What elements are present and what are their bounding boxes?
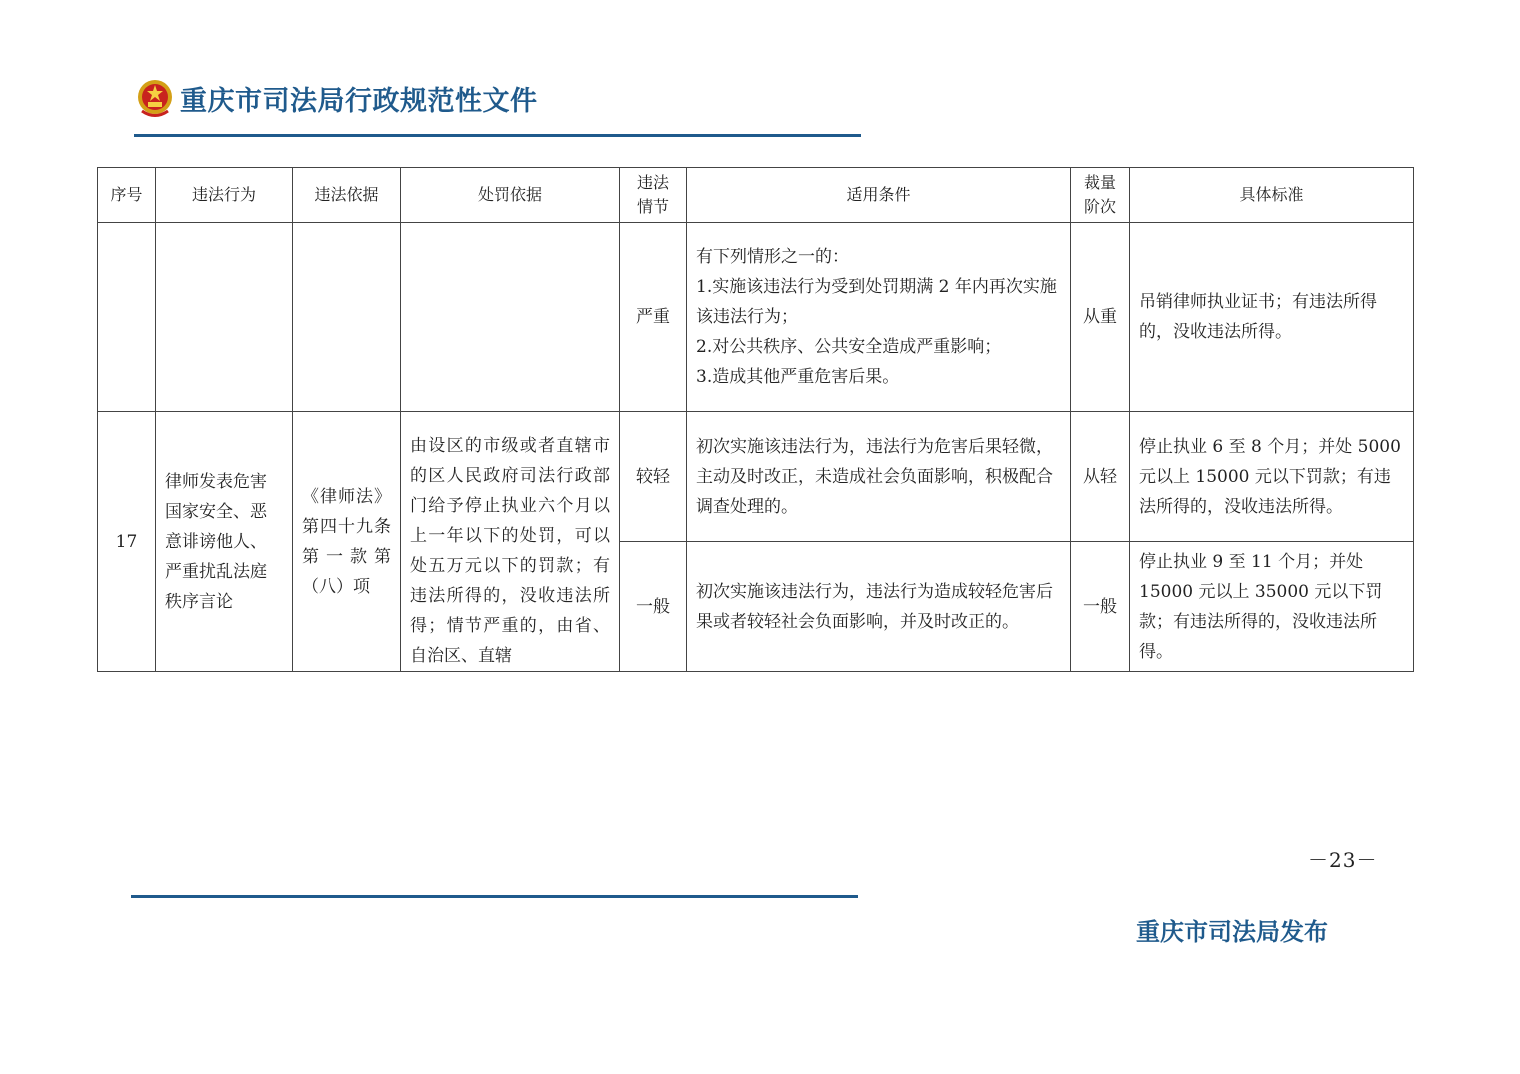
empty-cell	[401, 223, 620, 412]
column-header: 序号	[98, 168, 156, 223]
serial-number-cell: 17	[98, 412, 156, 672]
column-header: 处罚依据	[401, 168, 620, 223]
circumstance-cell: 严重	[620, 223, 687, 412]
column-header: 裁量 阶次	[1071, 168, 1130, 223]
penalty-basis-cell	[401, 412, 620, 672]
table-row	[98, 412, 1414, 542]
column-header: 适用条件	[687, 168, 1071, 223]
publisher-label: 重庆市司法局发布	[1136, 918, 1328, 946]
table-row	[98, 223, 1414, 412]
footer-rule	[131, 895, 858, 898]
column-header: 违法 情节	[620, 168, 687, 223]
table-header-row	[98, 168, 1414, 223]
circumstance-cell: 一般	[620, 542, 687, 672]
column-header: 违法依据	[293, 168, 401, 223]
behavior-cell: 律师发表危害国家安全、恶意诽谤他人、严重扰乱法庭秩序言论	[156, 412, 293, 672]
header-rule	[134, 134, 861, 137]
empty-cell	[98, 223, 156, 412]
circumstance-cell: 较轻	[620, 412, 687, 542]
penalty-standards-table	[97, 167, 1414, 672]
conditions-cell: 初次实施该违法行为，违法行为危害后果轻微，主动及时改正，未造成社会负面影响，积极配合调查处理的。	[687, 412, 1071, 542]
page-number: －23－	[1308, 848, 1378, 872]
standard-cell: 停止执业 9 至 11 个月；并处 15000 元以上 35000 元以下罚款；有违法所得的，没收违法所得。	[1130, 542, 1414, 672]
level-cell: 一般	[1071, 542, 1130, 672]
column-header: 违法行为	[156, 168, 293, 223]
legal-basis-cell: 《律师法》第四十九条第一款第（八）项	[293, 412, 401, 672]
standard-cell: 吊销律师执业证书；有违法所得的，没收违法所得。	[1130, 223, 1414, 412]
level-cell: 从轻	[1071, 412, 1130, 542]
document-header	[136, 78, 538, 118]
header-title: 重庆市司法局行政规范性文件	[180, 85, 538, 117]
conditions-cell: 有下列情形之一的： 1.实施该违法行为受到处罚期满 2 年内再次实施该违法行为； 2.对公共秩序、公共安全造成严重影响； 3.造成其他严重危害后果。	[687, 223, 1071, 412]
empty-cell	[293, 223, 401, 412]
level-cell: 从重	[1071, 223, 1130, 412]
penalty-basis-text: 由设区的市级或者直辖市的区人民政府司法行政部门给予停止执业六个月以上一年以下的处罚，可以处五万元以下的罚款；有违法所得的，没收违法所得；情节严重的，由省、自治区、直辖	[410, 436, 610, 666]
empty-cell	[156, 223, 293, 412]
column-header: 具体标准	[1130, 168, 1414, 223]
conditions-cell: 初次实施该违法行为，违法行为造成较轻危害后果或者较轻社会负面影响，并及时改正的。	[687, 542, 1071, 672]
standard-cell: 停止执业 6 至 8 个月；并处 5000 元以上 15000 元以下罚款；有违法所得的，没收违法所得。	[1130, 412, 1414, 542]
national-emblem-icon	[136, 78, 174, 118]
